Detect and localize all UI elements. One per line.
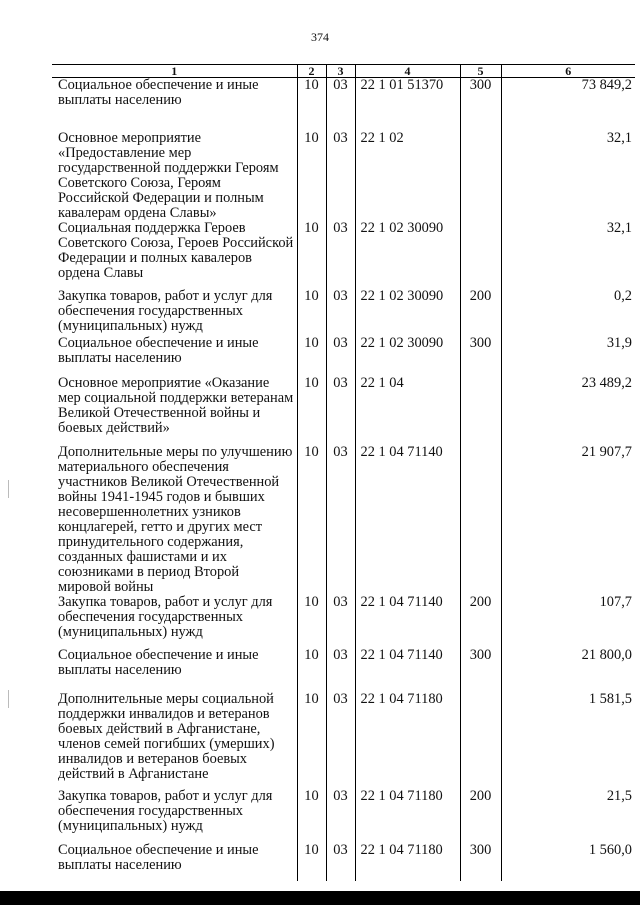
amount: 1 581,5	[501, 692, 635, 789]
amount: 21 800,0	[501, 648, 635, 692]
column-header-4: 4	[355, 65, 460, 78]
table-body	[52, 78, 635, 881]
section-code: 10	[297, 221, 326, 289]
budget-item-name: Социальное обеспечение и иные выплаты населению	[58, 841, 259, 873]
target-article-code: 22 1 04 71180	[355, 843, 460, 881]
budget-item-name: Основное мероприятие «Оказание мер социальной поддержки ветеранам Великой Отечественной войны и боевых действий»	[58, 374, 294, 436]
table-row	[52, 843, 635, 881]
amount: 107,7	[501, 595, 635, 648]
section-code: 10	[297, 445, 326, 595]
section-code: 10	[297, 376, 326, 445]
section-code: 10	[297, 595, 326, 648]
expense-type-code: 300	[460, 336, 501, 376]
table-row	[52, 221, 635, 289]
amount: 32,1	[501, 131, 635, 221]
section-code: 10	[297, 843, 326, 881]
column-header-2: 2	[297, 65, 326, 78]
expense-type-code: 300	[460, 648, 501, 692]
expense-type-code	[460, 131, 501, 221]
budget-item-name: Социальное обеспечение и иные выплаты населению	[58, 77, 259, 108]
budget-item-name: Дополнительные меры социальной поддержки инвалидов и ветеранов боевых действий в Афганистане, членов семей погибших (умерших) инвалидов и ветеранов боевых действий в Афганистане	[58, 690, 275, 782]
budget-item-name: Дополнительные меры по улучшению материального обеспечения участников Великой Отечественной войны 1941-1945 годов и бывших несовершеннолетних узников концлагерей, гетто и других мест принудительного содержания, созданных фашистами и их союзниками в период Второй мировой войны	[58, 443, 293, 595]
table-row	[52, 131, 635, 221]
target-article-code: 22 1 01 51370	[355, 78, 460, 131]
subsection-code: 03	[326, 336, 355, 376]
budget-item-name: Закупка товаров, работ и услуг для обеспечения государственных (муниципальных) нужд	[58, 593, 273, 640]
table-header	[52, 65, 635, 78]
budget-item-name: Закупка товаров, работ и услуг для обеспечения государственных (муниципальных) нужд	[58, 787, 273, 834]
subsection-code: 03	[326, 843, 355, 881]
budget-item-name: Социальное обеспечение и иные выплаты населению	[58, 334, 259, 366]
scan-artifact	[8, 480, 9, 498]
expense-type-code	[460, 221, 501, 289]
section-code: 10	[297, 289, 326, 336]
expense-type-code	[460, 692, 501, 789]
subsection-code: 03	[326, 648, 355, 692]
section-code: 10	[297, 131, 326, 221]
amount: 73 849,2	[501, 78, 635, 131]
table-row	[52, 336, 635, 376]
section-code: 10	[297, 692, 326, 789]
amount: 21 907,7	[501, 445, 635, 595]
amount: 1 560,0	[501, 843, 635, 881]
expense-type-code: 200	[460, 595, 501, 648]
section-code: 10	[297, 648, 326, 692]
amount: 31,9	[501, 336, 635, 376]
column-header-3: 3	[326, 65, 355, 78]
subsection-code: 03	[326, 131, 355, 221]
target-article-code: 22 1 02	[355, 131, 460, 221]
target-article-code: 22 1 04 71140	[355, 648, 460, 692]
column-header-5: 5	[460, 65, 501, 78]
target-article-code: 22 1 04 71140	[355, 445, 460, 595]
budget-item-name: Закупка товаров, работ и услуг для обеспечения государственных (муниципальных) нужд	[58, 287, 273, 334]
budget-item-name: Основное мероприятие «Предоставление мер государственной поддержки Героям Советского Союза, Героям Российской Федерации и полным кавалерам ордена Славы»	[58, 129, 279, 221]
target-article-code: 22 1 02 30090	[355, 221, 460, 289]
amount: 32,1	[501, 221, 635, 289]
subsection-code: 03	[326, 289, 355, 336]
target-article-code: 22 1 04 71180	[355, 789, 460, 843]
table-row	[52, 692, 635, 789]
target-article-code: 22 1 04	[355, 376, 460, 445]
scan-artifact	[8, 690, 9, 708]
table-row	[52, 789, 635, 843]
target-article-code: 22 1 04 71180	[355, 692, 460, 789]
table-row	[52, 648, 635, 692]
table-row	[52, 78, 635, 131]
table-row	[52, 595, 635, 648]
section-code: 10	[297, 78, 326, 131]
budget-table	[52, 64, 635, 881]
amount: 21,5	[501, 789, 635, 843]
target-article-code: 22 1 02 30090	[355, 336, 460, 376]
expense-type-code: 200	[460, 289, 501, 336]
header-row	[52, 65, 635, 78]
budget-item-name: Социальная поддержка Героев Советского Союза, Героев Российской Федерации и полных кавалеров ордена Славы	[58, 219, 294, 281]
expense-type-code: 300	[460, 843, 501, 881]
subsection-code: 03	[326, 595, 355, 648]
table-row	[52, 376, 635, 445]
target-article-code: 22 1 02 30090	[355, 289, 460, 336]
expense-type-code	[460, 376, 501, 445]
subsection-code: 03	[326, 692, 355, 789]
scan-bottom-border	[0, 891, 640, 905]
subsection-code: 03	[326, 78, 355, 131]
column-header-1: 1	[52, 65, 297, 78]
table-row	[52, 289, 635, 336]
subsection-code: 03	[326, 445, 355, 595]
amount: 23 489,2	[501, 376, 635, 445]
subsection-code: 03	[326, 376, 355, 445]
subsection-code: 03	[326, 221, 355, 289]
section-code: 10	[297, 336, 326, 376]
target-article-code: 22 1 04 71140	[355, 595, 460, 648]
expense-type-code: 200	[460, 789, 501, 843]
subsection-code: 03	[326, 789, 355, 843]
expense-type-code	[460, 445, 501, 595]
table-row	[52, 445, 635, 595]
expense-type-code: 300	[460, 78, 501, 131]
column-header-6: 6	[501, 65, 635, 78]
amount: 0,2	[501, 289, 635, 336]
section-code: 10	[297, 789, 326, 843]
page-number: 374	[311, 30, 329, 44]
budget-item-name: Социальное обеспечение и иные выплаты населению	[58, 646, 259, 678]
